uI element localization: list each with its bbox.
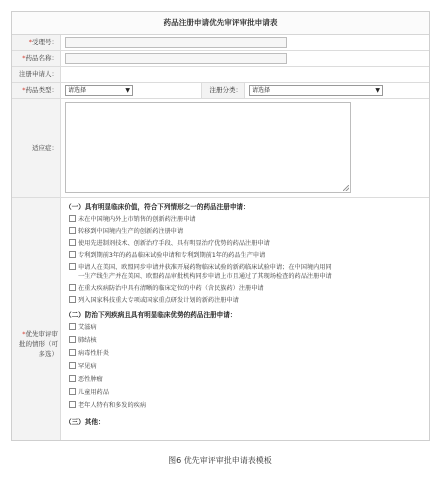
checkbox[interactable] bbox=[69, 401, 76, 408]
form-title: 药品注册申请优先审评审批申请表 bbox=[12, 12, 429, 35]
checkbox[interactable] bbox=[69, 296, 76, 303]
checkbox[interactable] bbox=[69, 323, 76, 330]
section-1-option[interactable]: 专利到期前3年的药品临床试验申请和专利到期前1年的药品生产申请 bbox=[78, 250, 265, 259]
label-priority-cases: *优先审评审 批的情形（可 多选） bbox=[12, 198, 61, 441]
section-1-title: （一）具有明显临床价值，符合下列情形之一的药品注册申请： bbox=[65, 203, 250, 211]
section-2-title: （二）防治下列疾病且具有明显临床优势的药品注册申请： bbox=[65, 311, 237, 319]
label-registration-category: 注册分类： bbox=[201, 83, 245, 98]
checkbox[interactable] bbox=[69, 251, 76, 258]
registration-category-select[interactable]: 请选择 ▼ bbox=[249, 85, 383, 96]
section-2-option[interactable]: 恶性肿瘤 bbox=[78, 374, 103, 383]
figure-caption: 图6 优先审评审批申请表模板 bbox=[168, 456, 272, 465]
checkbox[interactable] bbox=[69, 349, 76, 356]
section-1-option-continued: 一生产线生产并在美国、欧盟药品审批机构同步申请上市且通过了其现场检查的药品注册申请 bbox=[78, 273, 332, 280]
checkbox[interactable] bbox=[69, 239, 76, 246]
checkbox[interactable] bbox=[69, 263, 76, 270]
application-form bbox=[11, 11, 430, 441]
section-2-option[interactable]: 罕见病 bbox=[78, 361, 97, 370]
label-indication: 适应症： bbox=[12, 99, 61, 197]
section-2-option[interactable]: 老年人特有和多发的疾病 bbox=[78, 400, 146, 409]
label-applicant: 注册申请人： bbox=[12, 67, 61, 82]
row-indication bbox=[12, 99, 429, 198]
section-3-title: （三）其他： bbox=[65, 418, 105, 426]
checkbox[interactable] bbox=[69, 388, 76, 395]
checkbox[interactable] bbox=[69, 227, 76, 234]
section-1-option[interactable]: 未在中国境内外上市销售的创新药注册申请 bbox=[78, 214, 196, 223]
label-drug-type: *药品类型： bbox=[12, 83, 61, 98]
checkbox[interactable] bbox=[69, 375, 76, 382]
chevron-down-icon: ▼ bbox=[125, 87, 130, 94]
drug-type-select[interactable]: 请选择 ▼ bbox=[65, 85, 133, 96]
section-2-option[interactable]: 肺结核 bbox=[78, 335, 97, 344]
drug-name-input[interactable] bbox=[65, 53, 287, 64]
checkbox[interactable] bbox=[69, 284, 76, 291]
chevron-down-icon: ▼ bbox=[375, 87, 380, 94]
section-2-option[interactable]: 艾滋病 bbox=[78, 322, 97, 331]
row-drug-type bbox=[12, 83, 429, 99]
section-1-option[interactable]: 列入国家科技重大专项或国家重点研发计划的新药注册申请 bbox=[78, 295, 239, 304]
indication-textarea[interactable] bbox=[65, 102, 351, 193]
acceptance-no-input[interactable] bbox=[65, 37, 287, 48]
row-drug-name bbox=[12, 51, 429, 67]
section-1-option[interactable]: 转移到中国境内生产的创新药注册申请 bbox=[78, 226, 183, 235]
section-2-option[interactable]: 病毒性肝炎 bbox=[78, 348, 109, 357]
row-applicant bbox=[12, 67, 429, 83]
section-1-option[interactable]: 在重大疾病防治中具有清晰的临床定位的中药（含民族药）注册申请 bbox=[78, 283, 264, 292]
section-1-option[interactable]: 申请人在美国、欧盟同步申请并获准开展药物临床试验的新药临床试验申请；在中国境内用同 bbox=[78, 262, 332, 271]
resize-handle-icon[interactable] bbox=[343, 185, 349, 191]
checkbox[interactable] bbox=[69, 336, 76, 343]
section-2-option[interactable]: 儿童用药品 bbox=[78, 387, 109, 396]
section-1-option[interactable]: 使用先进制剂技术、创新治疗手段、具有明显治疗优势的药品注册申请 bbox=[78, 238, 270, 247]
checkbox[interactable] bbox=[69, 362, 76, 369]
label-acceptance-no: *受理号： bbox=[12, 35, 61, 50]
checkbox[interactable] bbox=[69, 215, 76, 222]
row-acceptance-no bbox=[12, 35, 429, 51]
row-priority-cases bbox=[12, 198, 429, 441]
label-drug-name: *药品名称： bbox=[12, 51, 61, 66]
